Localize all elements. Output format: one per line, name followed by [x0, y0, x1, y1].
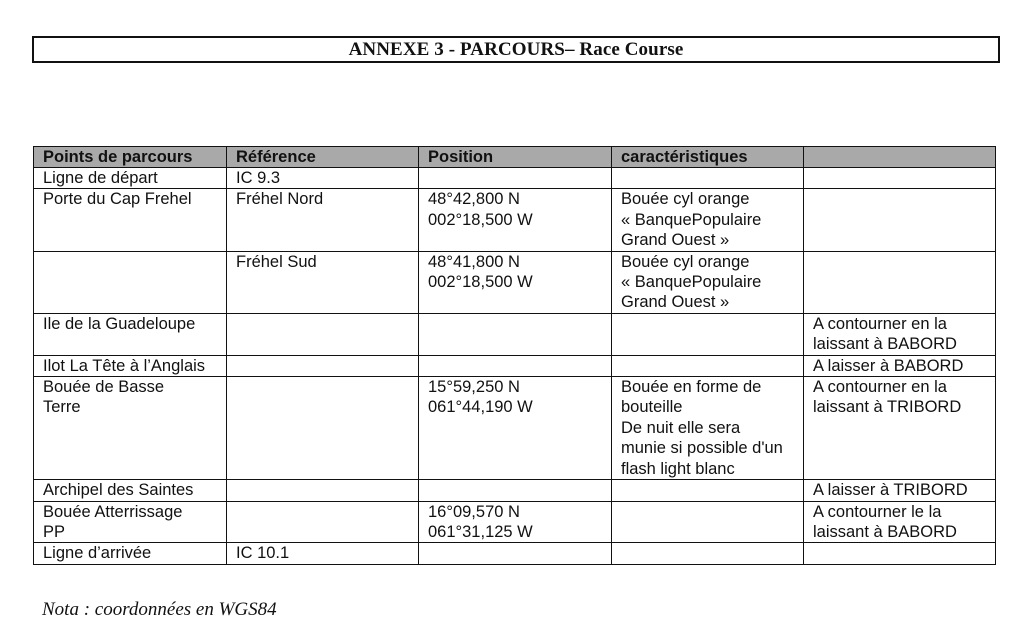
header-caracteristiques: caractéristiques — [612, 147, 804, 168]
cell-line: Bouée de Basse — [43, 378, 165, 397]
table-row — [34, 313, 996, 355]
table-row — [34, 501, 996, 543]
cell-line: Bouée cyl orange — [621, 190, 750, 209]
cell-line: Ligne d’arrivée — [43, 544, 152, 563]
cell-line: 15°59,250 N — [428, 378, 520, 397]
reference-cell — [227, 251, 419, 313]
point-cell — [34, 480, 227, 501]
cell-line: « BanquePopulaire — [621, 210, 762, 229]
reference-cell — [227, 168, 419, 189]
caracteristiques-cell — [612, 501, 804, 543]
cell-line: laissant à BABORD — [813, 522, 957, 541]
cell-line: Fréhel Sud — [236, 252, 317, 271]
point-cell — [34, 189, 227, 251]
reference-cell — [227, 355, 419, 376]
point-cell — [34, 377, 227, 480]
cell-line: Ilot La Tête à l’Anglais — [43, 356, 206, 375]
reference-cell — [227, 313, 419, 355]
consigne-cell — [804, 313, 996, 355]
caracteristiques-cell — [612, 251, 804, 313]
cell-line: Archipel des Saintes — [43, 481, 194, 500]
cell-line: laissant à BABORD — [813, 335, 957, 354]
table-body — [34, 168, 996, 565]
reference-cell — [227, 377, 419, 480]
caracteristiques-cell — [612, 313, 804, 355]
cell-line: Grand Ouest » — [621, 293, 730, 312]
table-header-row — [34, 147, 996, 168]
caracteristiques-cell — [612, 355, 804, 376]
cell-line: PP — [43, 522, 66, 541]
table-row — [34, 377, 996, 480]
race-course-table — [33, 146, 996, 565]
header-reference: Référence — [227, 147, 419, 168]
position-cell — [419, 251, 612, 313]
reference-cell — [227, 501, 419, 543]
cell-line: A laisser à TRIBORD — [813, 481, 968, 500]
cell-line: IC 9.3 — [236, 169, 281, 187]
caracteristiques-cell — [612, 168, 804, 189]
caracteristiques-cell — [612, 543, 804, 564]
cell-line: A contourner le la — [813, 502, 942, 521]
cell-line: « BanquePopulaire — [621, 273, 762, 292]
point-cell — [34, 251, 227, 313]
cell-line: 16°09,570 N — [428, 502, 520, 521]
point-cell — [34, 313, 227, 355]
header-position: Position — [419, 147, 612, 168]
caracteristiques-cell — [612, 480, 804, 501]
consigne-cell — [804, 251, 996, 313]
header-points-de-parcours: Points de parcours — [34, 147, 227, 168]
consigne-cell — [804, 355, 996, 376]
cell-line: A laisser à BABORD — [813, 356, 964, 375]
cell-line: Terre — [43, 398, 81, 417]
point-cell — [34, 501, 227, 543]
consigne-cell — [804, 189, 996, 251]
cell-line: 002°18,500 W — [428, 210, 533, 229]
cell-line: A contourner en la — [813, 378, 947, 397]
reference-cell — [227, 543, 419, 564]
position-cell — [419, 543, 612, 564]
consigne-cell — [804, 543, 996, 564]
position-cell — [419, 168, 612, 189]
position-cell — [419, 480, 612, 501]
position-cell — [419, 355, 612, 376]
document-title: ANNEXE 3 - PARCOURS– Race Course — [32, 36, 1000, 63]
consigne-cell — [804, 168, 996, 189]
cell-line: flash light blanc — [621, 459, 735, 478]
cell-line: 48°42,800 N — [428, 190, 520, 209]
position-cell — [419, 189, 612, 251]
table-row — [34, 480, 996, 501]
cell-line: munie si possible d'un — [621, 439, 783, 458]
table-row — [34, 168, 996, 189]
caracteristiques-cell — [612, 377, 804, 480]
cell-line: Fréhel Nord — [236, 190, 324, 209]
caracteristiques-cell — [612, 189, 804, 251]
table-row — [34, 355, 996, 376]
table-row — [34, 189, 996, 251]
nota-footnote: Nota : coordonnées en WGS84 — [42, 599, 277, 620]
consigne-cell — [804, 501, 996, 543]
table-row — [34, 251, 996, 313]
position-cell — [419, 501, 612, 543]
cell-line: 061°31,125 W — [428, 522, 533, 541]
point-cell — [34, 543, 227, 564]
cell-line: Grand Ouest » — [621, 231, 730, 250]
cell-line: Bouée Atterrissage — [43, 502, 183, 521]
reference-cell — [227, 189, 419, 251]
cell-line: Ile de la Guadeloupe — [43, 314, 196, 333]
consigne-cell — [804, 377, 996, 480]
cell-line: laissant à TRIBORD — [813, 398, 962, 417]
position-cell — [419, 313, 612, 355]
table-row — [34, 543, 996, 564]
header-consigne — [804, 147, 996, 168]
cell-line: Bouée en forme de — [621, 378, 762, 397]
cell-line: Ligne de départ — [43, 169, 158, 187]
position-cell — [419, 377, 612, 480]
consigne-cell — [804, 480, 996, 501]
cell-line: 002°18,500 W — [428, 273, 533, 292]
cell-line: bouteille — [621, 398, 683, 417]
point-cell — [34, 355, 227, 376]
cell-line: A contourner en la — [813, 314, 947, 333]
point-cell — [34, 168, 227, 189]
reference-cell — [227, 480, 419, 501]
cell-line: IC 10.1 — [236, 544, 290, 563]
cell-line: De nuit elle sera — [621, 418, 741, 437]
cell-line: 48°41,800 N — [428, 252, 520, 271]
cell-line: 061°44,190 W — [428, 398, 533, 417]
cell-line: Bouée cyl orange — [621, 252, 750, 271]
cell-line: Porte du Cap Frehel — [43, 190, 192, 209]
